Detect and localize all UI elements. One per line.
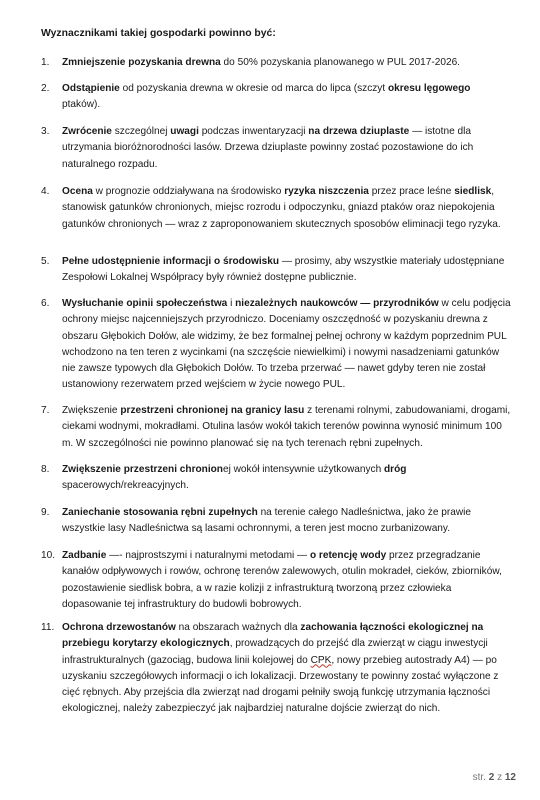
bold-text-run: przestrzeni chronionej na granicy lasu — [120, 405, 305, 416]
item-number: 1. — [41, 57, 50, 68]
page-prefix: str. — [472, 772, 486, 783]
bold-text-run: siedlisk — [454, 186, 492, 197]
text-run: w celu podjęcia ochrony miejsc najcenniejszych przyrodniczo. Doceniamy oszczędność w pozyskaniu drewna z obszaru Głębokich Dołów, ale widzimy, że bez formalnej pełnej ochrony w każdym poprzednim PUL wchodzono na ten teren z wycinkami (na szczęście niewielkimi) i nowymi nasadzeniami gatunków nie zawsze typowych dla Głębokich Dołów. To trzeba przerwać — nawet gdyby teren nie został ustanowiony rezerwatem przed wejściem w życie nowego PUL. — [62, 298, 511, 391]
text-run: — istotne dla utrzymania bioróżnorodności lasów. Drzewa dziuplaste powinny zostać pozostawione do ich naturalnego rozpadu. — [62, 126, 474, 170]
item-text — [62, 505, 511, 538]
bold-text-run: Zwiększenie przestrzeni chronion — [62, 464, 223, 475]
item-text — [62, 548, 511, 613]
list-item — [41, 403, 511, 452]
text-run: CPK — [310, 654, 332, 666]
text-run: przez przegradzanie kanałów odpływowych i rowów, ochronę terenów zalewowych, otulin mokradeł, cieków, zbiorników, pozostawienie siedlisk bobra, a w razie kolizji z infrastrukturą tworzoną przez człowieka dopasowanie tej infrastruktury do budowli bobrowych. — [62, 550, 502, 610]
text-run: do 50% pozyskania planowanego w PUL 2017-2026. — [220, 57, 460, 68]
list-item — [41, 548, 511, 613]
bold-text-run: Odstąpienie — [62, 83, 120, 94]
item-number: 7. — [41, 405, 50, 416]
item-text — [62, 462, 511, 495]
bold-text-run: Pełne udostępnienie informacji o środowisku — [62, 256, 280, 267]
item-text — [62, 55, 511, 71]
list-item — [41, 81, 511, 114]
item-number: 9. — [41, 507, 50, 518]
section-heading: Wyznacznikami takiej gospodarki powinno być: — [41, 28, 276, 39]
item-number: 11. — [41, 622, 55, 633]
text-run: —- najprostszymi i naturalnymi metodami — — [106, 550, 310, 561]
item-text — [62, 620, 511, 718]
bold-text-run: Ocena — [62, 186, 93, 197]
page-number — [473, 770, 516, 786]
item-text — [62, 124, 511, 173]
page-current: 2 — [488, 772, 495, 783]
item-number: 10. — [41, 550, 56, 561]
bold-text-run: okresu lęgowego — [387, 83, 471, 94]
list-item — [41, 462, 511, 495]
text-run: w prognozie oddziaływana na środowisko — [92, 186, 285, 197]
bold-text-run: Zadbanie — [62, 550, 107, 561]
bold-text-run: Ochrona drzewostanów — [62, 622, 176, 633]
page-separator: z — [497, 772, 503, 783]
item-number: 6. — [41, 298, 50, 309]
text-run: , prowadzących do przejść dla zwierząt w ciągu inwestycji infrastrukturalnych (gazociąg, budowa linii kolejowej do — [62, 638, 488, 666]
bold-text-run: Zwrócenie — [62, 126, 112, 137]
text-run: spacerowych/rekreacyjnych. — [62, 480, 189, 492]
item-text — [62, 254, 511, 287]
item-number: 5. — [41, 256, 50, 267]
text-run: podczas inwentaryzacji — [198, 126, 309, 137]
list-item — [41, 124, 511, 173]
text-run: ptaków). — [62, 99, 101, 111]
text-run: przez prace leśne — [368, 186, 455, 197]
bold-text-run: na drzewa dziuplaste — [308, 126, 410, 137]
item-text — [62, 184, 511, 233]
text-run: ej wokół intensywnie użytkowanych — [222, 464, 385, 475]
text-run: Zwiększenie — [62, 405, 121, 416]
bold-text-run: niezależnych naukowców — przyrodników — [235, 298, 439, 309]
list-item — [41, 55, 511, 71]
text-run: — prosimy, aby wszystkie materiały udostępniane Zespołowi Lokalnej Współpracy były również dostępne publicznie. — [62, 256, 505, 284]
page-total: 12 — [504, 772, 516, 783]
list-item — [41, 620, 511, 718]
bold-text-run: Zaniechanie stosowania rębni zupełnych — [62, 507, 258, 518]
text-run: szczególnej — [111, 126, 171, 137]
bold-text-run: ryzyka niszczenia — [284, 186, 369, 197]
item-text — [62, 296, 511, 394]
bold-text-run: Zmniejszenie pozyskania drewna — [62, 57, 221, 68]
item-number: 2. — [41, 83, 50, 94]
text-run: od pozyskania drewna w okresie od marca do lipca (szczyt — [119, 83, 388, 94]
item-number: 8. — [41, 464, 50, 475]
text-run: , nowy przebieg autostrady A4) — po uzyskaniu szczegółowych informacji o ich lokalizacji. Drzewostany te powinny zostać wyłączone z cięć rębnych. Aby przejścia dla zwierząt nad drogami pełniły swoją funkcję utrzymania łączności ekologicznej, należy zabezpieczyć jak najbardziej naturalne dojście zwierząt do nich. — [62, 654, 499, 715]
item-text — [62, 403, 511, 452]
text-run: na terenie całego Nadleśnictwa, jako że prawie wszystkie lasy Nadleśnictwa są lasami ochronnymi, a teren jest mocno zurbanizowany. — [62, 507, 471, 535]
item-number: 4. — [41, 186, 50, 197]
list-item — [41, 296, 511, 394]
text-run: , stanowisk gatunków chronionych, miejsc rozrodu i odpoczynku, gniazd ptaków oraz niepokojenia gatunków chronionych — wraz z zaproponowaniem skutecznych sposobów eliminacji tego ryzyka. — [62, 186, 501, 230]
text-run: na obszarach ważnych dla — [175, 622, 301, 633]
list-item — [41, 254, 511, 287]
text-run: i — [227, 298, 236, 309]
text-run: z terenami rolnymi, zabudowaniami, drogami, ciekami wodnymi, mokradłami. Otulina lasów wokół takich terenów powinna wynosić minimum 100 m. W szczególności nie powinno planować się na tych terenach rębni zupełnych. — [62, 405, 511, 449]
bold-text-run: dróg — [384, 464, 407, 475]
bold-text-run: o retencję wody — [309, 550, 387, 561]
bold-text-run: Wysłuchanie opinii społeczeństwa — [62, 298, 228, 309]
bold-text-run: uwagi — [170, 126, 199, 137]
item-number: 3. — [41, 126, 50, 137]
bold-text-run: zachowania łączności ekologicznej na przebiegu korytarzy ekologicznych — [62, 622, 484, 650]
list-item — [41, 184, 511, 233]
list-item — [41, 505, 511, 538]
item-text — [62, 81, 511, 114]
